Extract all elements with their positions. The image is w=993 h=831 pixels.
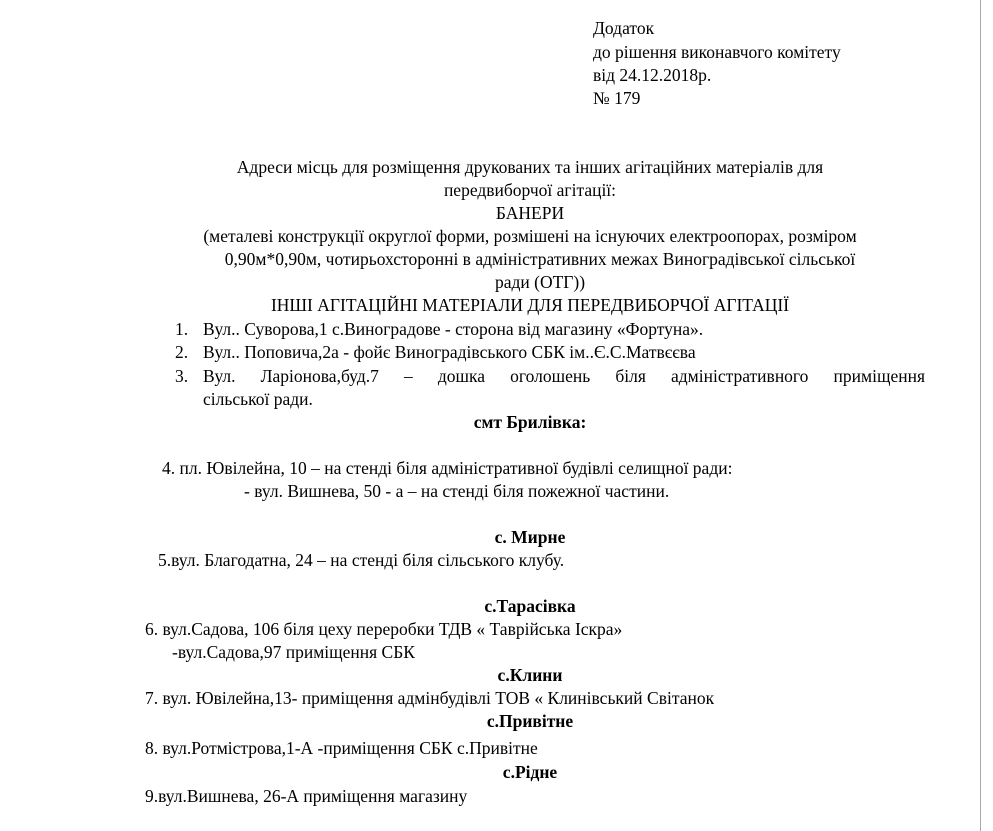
list-item-9: 9.вул.Вишнева, 26-А приміщення магазину bbox=[145, 786, 468, 806]
list-item-1: Вул.. Суворова,1 с.Виноградове - сторона від магазину «Фортуна». bbox=[203, 319, 704, 339]
document-title-line-1: Адреси місць для розміщення друкованих та інших агітаційних матеріалів для bbox=[236, 157, 824, 177]
banners-heading: БАНЕРИ bbox=[495, 203, 565, 223]
list-item-4-sub: - вул. Вишнева, 50 - а – на стенді біля пожежної частини. bbox=[244, 481, 670, 501]
list-item-8: 8. вул.Ротмістрова,1-А -приміщення СБК с.Привітне bbox=[145, 738, 538, 758]
list-item-3-continued: сільської ради. bbox=[203, 389, 313, 409]
list-item-3: Вул. Ларіонова,буд.7 – дошка оголошень біля адміністративного приміщення bbox=[203, 366, 925, 386]
page-edge bbox=[980, 0, 981, 831]
section-heading-tarasivka: с.Тарасівка bbox=[484, 596, 576, 616]
decision-label: до рішення виконавчого комітету bbox=[593, 42, 841, 62]
list-item-7: 7. вул. Ювілейна,13- приміщення адмінбудівлі ТОВ « Клинівський Світанок bbox=[145, 688, 715, 708]
section-heading-myrne: с. Мирне bbox=[494, 527, 566, 547]
decision-date: від 24.12.2018р. bbox=[593, 65, 712, 85]
section-heading-brylivka: смт Брилівка: bbox=[473, 412, 587, 432]
list-item-4: 4. пл. Ювілейна, 10 – на стенді біля адміністративної будівлі селищної ради: bbox=[162, 458, 733, 478]
list-item-5: 5.вул. Благодатна, 24 – на стенді біля сільського клубу. bbox=[158, 550, 565, 570]
list-item-2: Вул.. Поповича,2а - фойє Виноградівського СБК ім..Є.С.Матвєєва bbox=[203, 342, 696, 362]
document-title-line-2: передвиборчої агітації: bbox=[443, 180, 617, 200]
section-heading-pryvitne: с.Привітне bbox=[486, 711, 574, 731]
list-item-6: 6. вул.Садова, 106 біля цеху переробки ТДВ « Таврійська Іскра» bbox=[145, 619, 623, 639]
list-number-2: 2. bbox=[175, 342, 189, 362]
banners-description-line-2: 0,90м*0,90м, чотирьохсторонні в адміністративних межах Виноградівської сільської bbox=[224, 249, 856, 269]
banners-description-line-1: (металеві конструкції округлої форми, розмішені на існуючих електроопорах, розміром bbox=[203, 226, 857, 246]
list-number-1: 1. bbox=[175, 319, 189, 339]
list-item-6-sub: -вул.Садова,97 приміщення СБК bbox=[172, 642, 415, 662]
section-heading-klyny: с.Клини bbox=[497, 665, 563, 685]
banners-description-line-3: ради (ОТГ)) bbox=[494, 272, 586, 292]
section-heading-ridne: с.Рідне bbox=[502, 762, 558, 782]
list-number-3: 3. bbox=[175, 366, 189, 386]
appendix-label: Додаток bbox=[593, 18, 655, 38]
other-materials-heading: ІНШІ АГІТАЦІЙНІ МАТЕРІАЛИ ДЛЯ ПЕРЕДВИБОРЧОЇ АГІТАЦІЇ bbox=[270, 295, 790, 315]
decision-number: № 179 bbox=[593, 88, 641, 108]
